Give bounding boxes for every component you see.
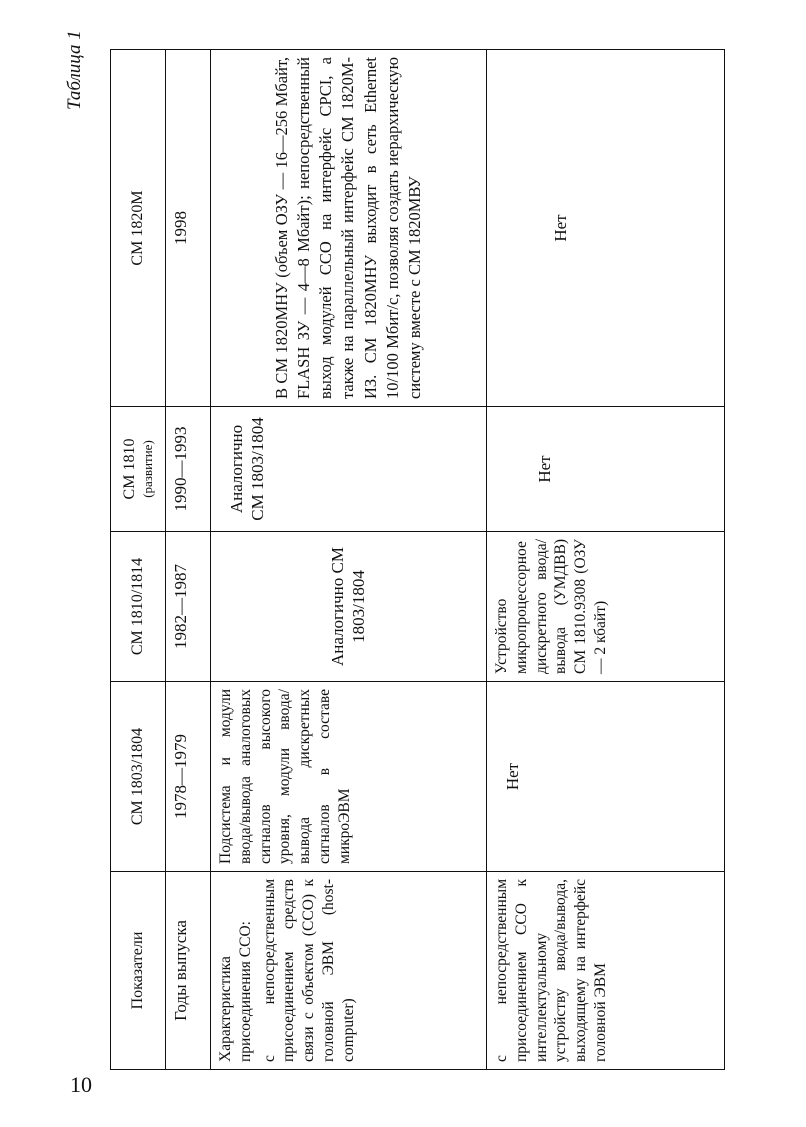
table-row-years [166, 50, 211, 1070]
table-row-direct [211, 50, 487, 1070]
table-caption: Таблица 1 [64, 30, 85, 110]
cell-direct-sm1810-dev: Аналогично СМ 1803/1804 [211, 407, 487, 532]
cell-intelligent-sm1803: Нет [487, 682, 725, 872]
header-sm1810-sub: (развитие) [139, 440, 155, 498]
table-row-intelligent [487, 50, 725, 1070]
page-number: 10 [70, 1072, 92, 1097]
cell-intelligent-sm1810-dev: Нет [487, 407, 725, 532]
header-sm1803: СМ 1803/1804 [111, 682, 166, 872]
cell-intelligent-label: с непосредственным присоединением ССО к интеллектуальному устройству ввода/вывода, выходящему на интерфейс головной ЭВМ [487, 872, 725, 1070]
header-row [111, 50, 166, 1070]
cell-years-sm1803: 1978—1979 [166, 682, 211, 872]
cell-direct-sm1810-1814: Аналогично СМ 1803/1804 [211, 532, 487, 682]
rotated-table-container [110, 50, 725, 1070]
header-sm1820m: СМ 1820М [111, 50, 166, 407]
cell-intelligent-sm1820m: Нет [487, 50, 725, 407]
cell-direct-label [211, 872, 487, 1070]
cell-intelligent-sm1810-1814: Устройство микропроцессорное дискретного ввода/вывода (УМДВВ) СМ 1810.9308 (ОЗУ — 2 кбайт) [487, 532, 725, 682]
cell-years-sm1810-1814: 1982—1987 [166, 532, 211, 682]
characteristic-heading: Характеристика присоединения ССО: [217, 921, 254, 1062]
header-sm1810-dev [111, 407, 166, 532]
header-indicators: Показатели [111, 872, 166, 1070]
cell-direct-sm1803: Подсистема и модули ввода/вывода аналоговых сигналов высокого уровня, модули ввода/вывода дискретных сигналов в составе микроЭВМ [211, 682, 487, 872]
header-sm1810-1814: СМ 1810/1814 [111, 532, 166, 682]
direct-label: с непосредственным присоединением средств связи с объектом (ССО) к головной ЭВМ (host-computer) [260, 879, 357, 1062]
cell-years-sm1810-dev: 1990—1993 [166, 407, 211, 532]
cell-direct-sm1820m: В СМ 1820МНУ (объем ОЗУ — 16—256 Мбайт, FLASH ЗУ — 4—8 Мбайт); непосредственный выход модулей ССО на интерфейс CPCI, а также на параллельный интерфейс СМ 1820М-ИЗ. СМ 1820МНУ выходит в сеть Ethernet 10/100 Мбит/с, позволяя создать иерархическую систему вместе с СМ 1820МВУ [211, 50, 487, 407]
cell-years-sm1820m: 1998 [166, 50, 211, 407]
comparison-table [110, 49, 725, 1070]
header-sm1810-title: СМ 1810 [121, 438, 139, 500]
cell-years-label: Годы выпуска [166, 872, 211, 1070]
